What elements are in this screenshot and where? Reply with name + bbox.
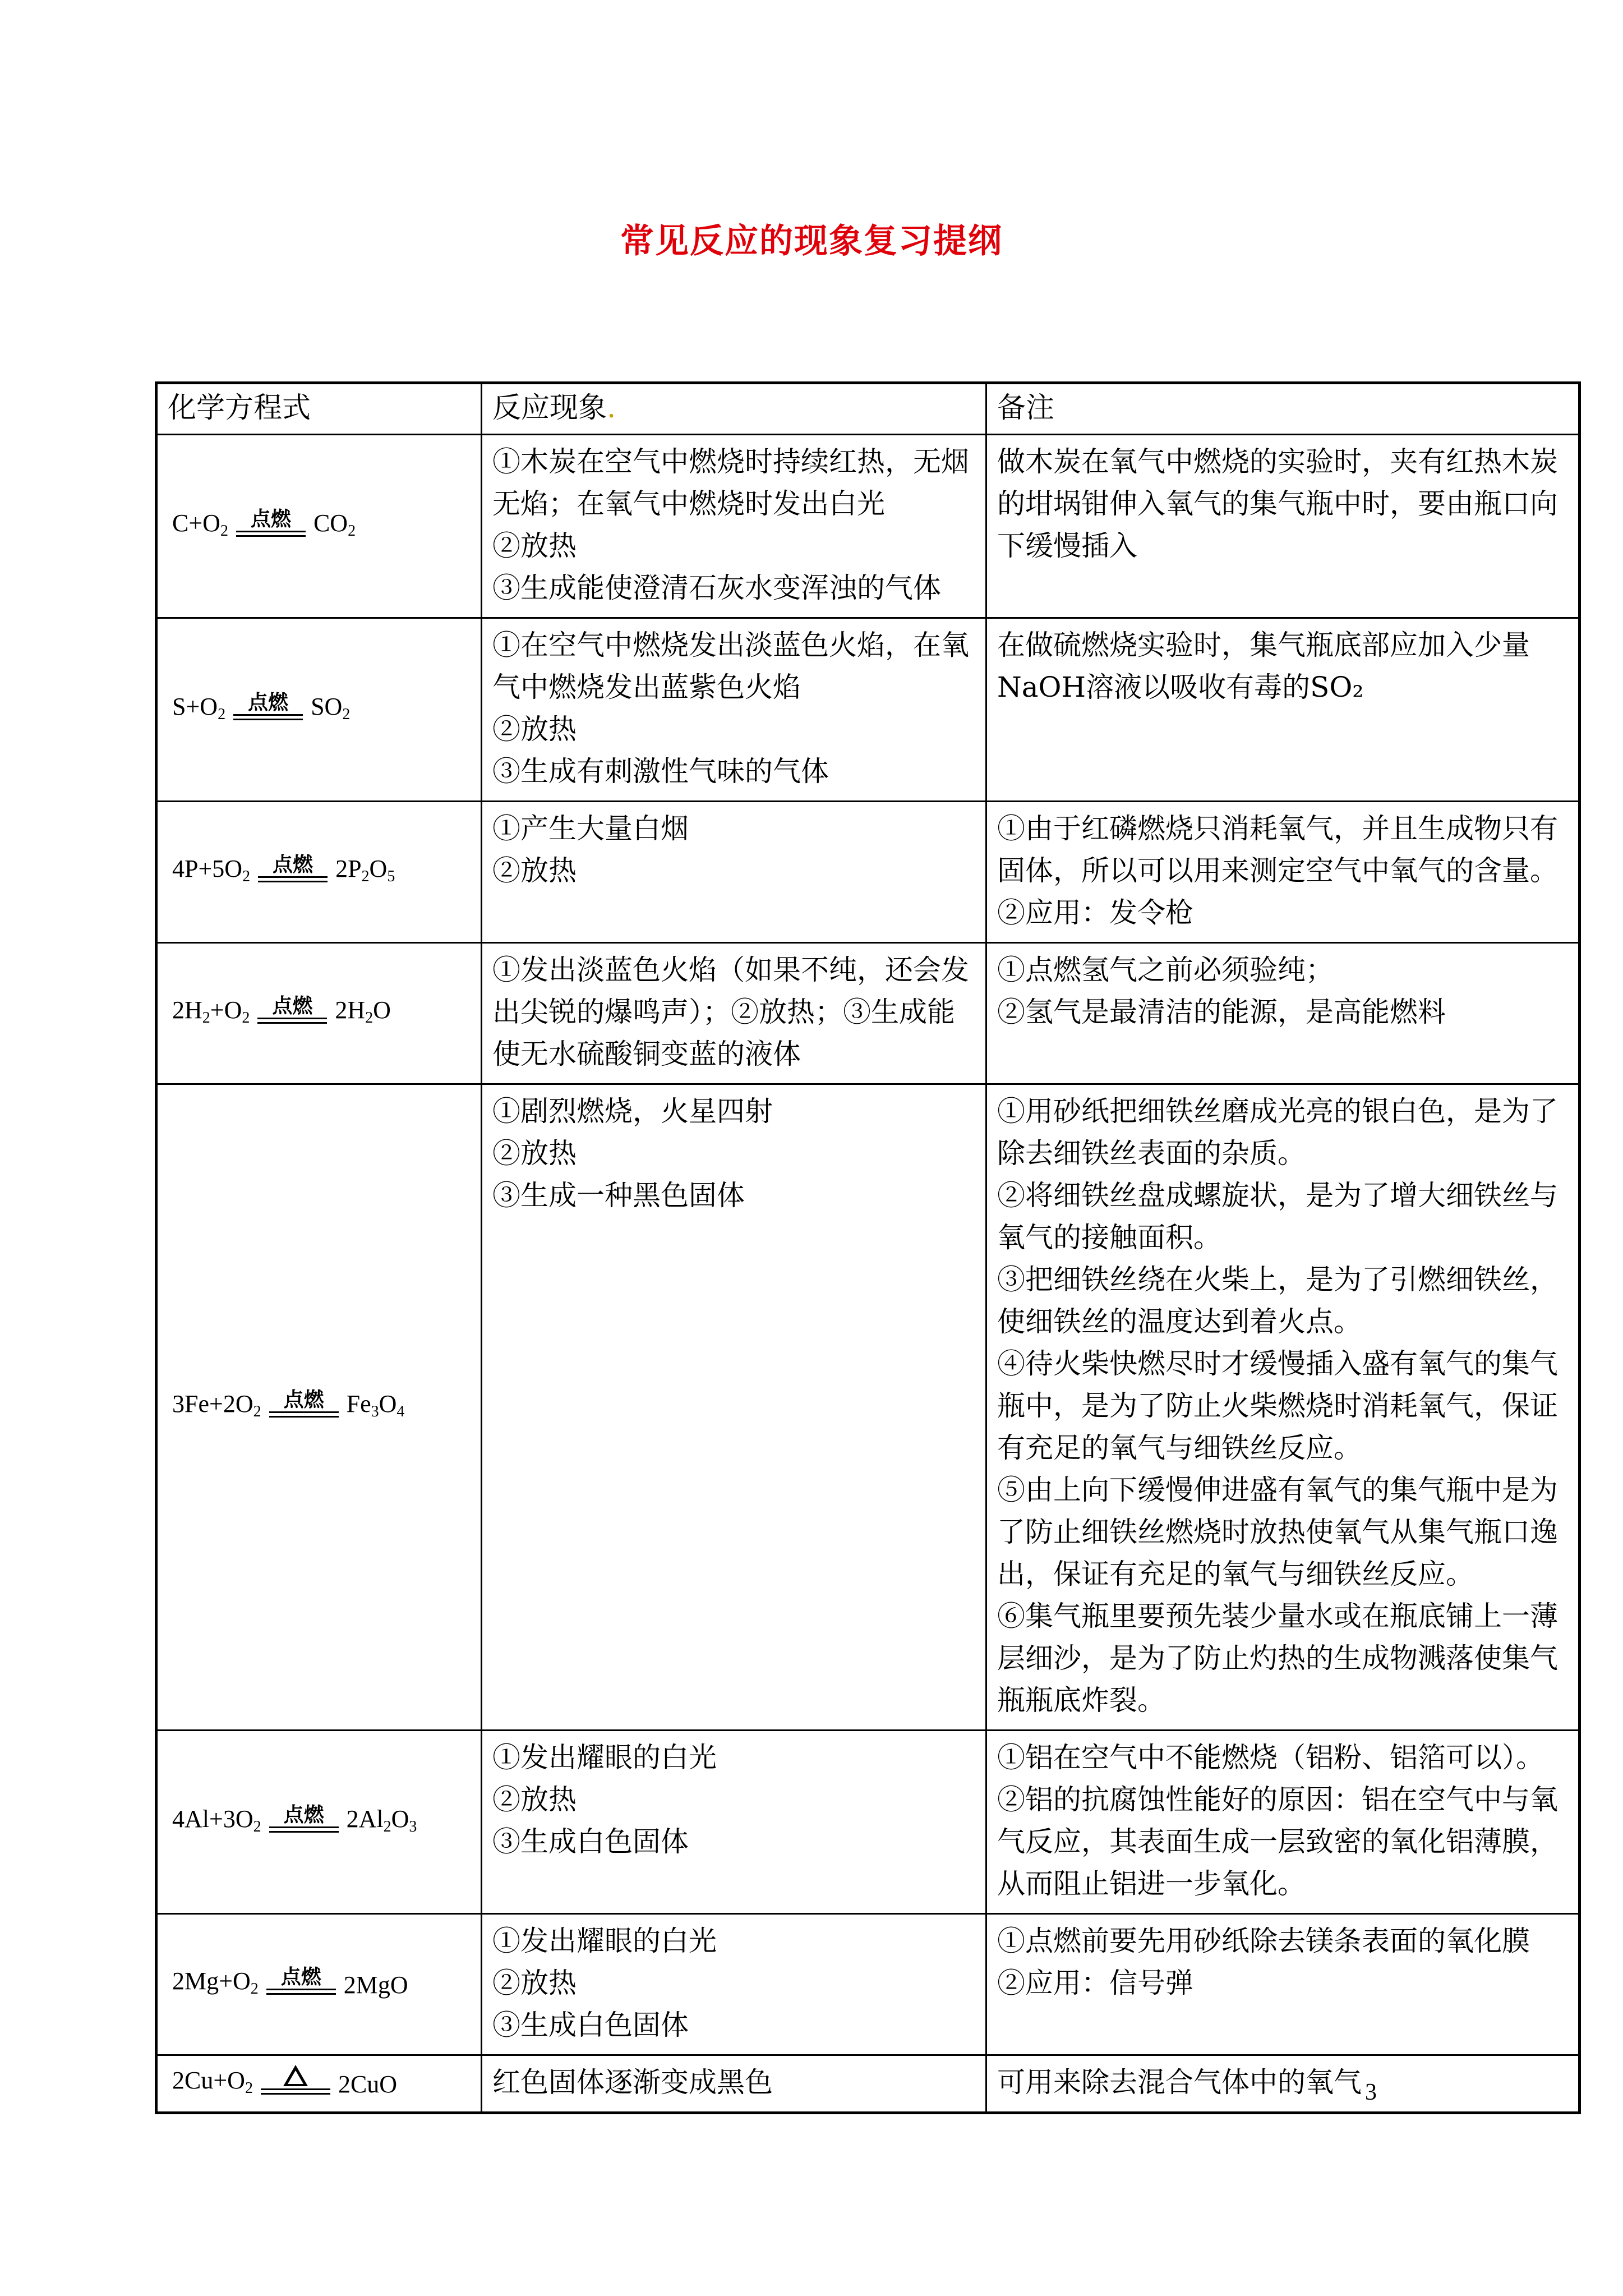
phenomena-cell <box>482 435 986 618</box>
reaction-condition: 点燃 <box>280 1966 321 1989</box>
reaction-condition: 点燃 <box>248 691 289 714</box>
table-row <box>156 943 1580 1084</box>
reaction-condition: 点燃 <box>283 1388 324 1411</box>
note-line: ②铝的抗腐蚀性能好的原因：铝在空气中与氧气反应，其表面生成一层致密的氧化铝薄膜，从而阻止铝进一步氧化。 <box>997 1783 1558 1900</box>
note-line: ②将细铁丝盘成螺旋状，是为了增大细铁丝与氧气的接触面积。 <box>997 1179 1558 1254</box>
phenomenon-line: ①发出耀眼的白光 <box>492 1925 717 1957</box>
equation-reactants: $2H_2+O_2$ <box>172 996 250 1027</box>
phenomenon-line: ②放热 <box>492 1967 577 1999</box>
chemical-equation <box>172 1798 417 1848</box>
table-row <box>156 618 1580 802</box>
double-line-icon <box>269 1826 339 1833</box>
phenomenon-line: ①剧烈燃烧，火星四射 <box>492 1095 773 1128</box>
equation-reactants: $4Al+3O_2$ <box>172 1805 261 1835</box>
header-equation: 化学方程式 <box>156 383 482 435</box>
table-row <box>156 1084 1580 1731</box>
equation-products: 2CuO <box>338 2070 398 2098</box>
table-row <box>156 802 1580 943</box>
note-line: 在做硫燃烧实验时，集气瓶底部应加入少量NaOH溶液以吸收有毒的SO₂ <box>997 629 1530 703</box>
reaction-arrow <box>233 692 303 720</box>
equation-cell <box>156 435 482 618</box>
reaction-table <box>155 381 1581 2114</box>
phenomena-cell <box>482 2055 986 2113</box>
note-line: ⑥集气瓶里要预先装少量水或在瓶底铺上一薄层细沙，是为了防止灼热的生成物溅落使集气瓶瓶底炸裂。 <box>997 1600 1558 1717</box>
phenomenon-line: ①木炭在空气中燃烧时持续红热，无烟无焰；在氧气中燃烧时发出白光 <box>492 445 969 520</box>
equation-products: 2MgO <box>343 1971 408 1999</box>
equation-products: $CO_2$ <box>313 509 356 540</box>
equation-cell <box>156 943 482 1084</box>
double-line-icon <box>257 1018 327 1024</box>
note-line: 可用来除去混合气体中的氧气 <box>997 2066 1362 2099</box>
phenomena-cell <box>482 802 986 943</box>
notes-cell <box>986 618 1580 802</box>
page-title: 常见反应的现象复习提纲 <box>620 222 1003 261</box>
note-line: ③把细铁丝绕在火柴上，是为了引燃细铁丝，使细铁丝的温度达到着火点。 <box>997 1263 1558 1338</box>
notes-cell <box>986 2055 1580 2113</box>
double-line-icon <box>258 876 328 882</box>
page-number: 3 <box>1365 2079 1377 2105</box>
chemical-equation <box>172 502 356 552</box>
phenomena-cell <box>482 1914 986 2055</box>
equation-reactants: $3Fe+2O_2$ <box>172 1390 261 1420</box>
header-phenomena: 反应现象. <box>482 383 986 435</box>
phenomenon-line: ③生成能使澄清石灰水变浑浊的气体 <box>492 572 941 604</box>
note-line: 做木炭在氧气中燃烧的实验时，夹有红热木炭的坩埚钳伸入氧气的集气瓶中时，要由瓶口向下缓慢插入 <box>997 445 1558 562</box>
reaction-condition: 点燃 <box>273 853 313 876</box>
equation-cell <box>156 1914 482 2055</box>
equation-products: $Fe_3O_4$ <box>346 1390 405 1420</box>
phenomenon-line: ③生成一种黑色固体 <box>492 1179 745 1212</box>
note-line: ②应用：信号弹 <box>997 1967 1193 1999</box>
double-line-icon <box>269 1411 339 1418</box>
phenomenon-line: ②放热 <box>492 1783 577 1816</box>
equation-reactants: $2Cu+O_2$ <box>172 2067 253 2097</box>
table-header-row <box>156 383 1580 435</box>
phenomenon-line: ②放热 <box>492 854 577 887</box>
table-row <box>156 1914 1580 2055</box>
double-line-icon <box>266 1989 336 1995</box>
equation-cell <box>156 802 482 943</box>
reaction-arrow <box>257 995 327 1024</box>
equation-reactants: $S+O_2$ <box>172 692 226 723</box>
note-line: ①点燃前要先用砂纸除去镁条表面的氧化膜 <box>997 1925 1530 1957</box>
chemical-equation <box>172 989 391 1039</box>
phenomenon-line: ②放热 <box>492 530 577 562</box>
note-line: ①由于红磷燃烧只消耗氧气，并且生成物只有固体，所以可以用来测定空气中氧气的含量。 <box>997 812 1558 887</box>
phenomenon-line: ①在空气中燃烧发出淡蓝色火焰，在氧气中燃烧发出蓝紫色火焰 <box>492 629 969 703</box>
reaction-condition: 点燃 <box>250 507 291 531</box>
phenomenon-line: ①产生大量白烟 <box>492 812 689 845</box>
note-line: ⑤由上向下缓慢伸进盛有氧气的集气瓶中是为了防止细铁丝燃烧时放热使氧气从集气瓶口逸出，保证有充足的氧气与细铁丝反应。 <box>997 1474 1558 1590</box>
equation-products: $2P_2O_5$ <box>335 855 395 885</box>
note-line: ①铝在空气中不能燃烧（铝粉、铝箔可以）。 <box>997 1741 1544 1774</box>
note-line: ②应用：发令枪 <box>997 896 1193 929</box>
reaction-arrow <box>266 1966 336 1995</box>
reaction-arrow <box>236 508 306 537</box>
notes-cell <box>986 1731 1580 1914</box>
chemical-equation <box>172 685 350 735</box>
equation-reactants: $C+O_2$ <box>172 509 228 540</box>
phenomenon-line: ②放热 <box>492 1137 577 1170</box>
notes-cell <box>986 802 1580 943</box>
note-line: ①点燃氢气之前必须验纯； <box>997 954 1334 986</box>
phenomena-cell <box>482 943 986 1084</box>
equation-cell <box>156 618 482 802</box>
table-row <box>156 435 1580 618</box>
header-notes: 备注 <box>986 383 1580 435</box>
table-row <box>156 1731 1580 1914</box>
phenomena-cell <box>482 1731 986 1914</box>
equation-reactants: $4P+5O_2$ <box>172 855 251 885</box>
note-line: ①用砂纸把细铁丝磨成光亮的银白色，是为了除去细铁丝表面的杂质。 <box>997 1095 1558 1170</box>
phenomena-cell <box>482 618 986 802</box>
phenomenon-line: ①发出淡蓝色火焰（如果不纯，还会发出尖锐的爆鸣声）；②放热；③生成能使无水硫酸铜变蓝的液体 <box>492 954 969 1070</box>
chemical-equation <box>172 2059 397 2109</box>
reaction-condition: 点燃 <box>283 1803 324 1826</box>
notes-cell <box>986 943 1580 1084</box>
equation-products: $SO_2$ <box>311 692 351 723</box>
reaction-arrow <box>258 854 328 882</box>
phenomenon-line: ③生成白色固体 <box>492 2009 689 2041</box>
equation-cell <box>156 2055 482 2113</box>
equation-cell <box>156 1731 482 1914</box>
notes-cell <box>986 1914 1580 2055</box>
double-line-icon <box>236 531 306 537</box>
phenomenon-line: ③生成白色固体 <box>492 1825 689 1858</box>
phenomenon-line: ③生成有刺激性气味的气体 <box>492 755 829 788</box>
reaction-arrow <box>269 1389 339 1418</box>
notes-cell <box>986 1084 1580 1731</box>
heat-triangle-icon <box>283 2065 308 2086</box>
phenomenon-line: 红色固体逐渐变成黑色 <box>492 2066 773 2099</box>
reaction-arrow <box>269 1804 339 1833</box>
equation-products: $2H_2O$ <box>335 996 391 1027</box>
note-line: ②氢气是最清洁的能源，是高能燃料 <box>997 996 1446 1028</box>
note-line: ④待火柴快燃尽时才缓慢插入盛有氧气的集气瓶中，是为了防止火柴燃烧时消耗氧气，保证有充足的氧气与细铁丝反应。 <box>997 1347 1558 1464</box>
reaction-arrow <box>261 2065 330 2095</box>
phenomenon-line: ①发出耀眼的白光 <box>492 1741 717 1774</box>
chemical-equation <box>172 1383 404 1433</box>
phenomenon-line: ②放热 <box>492 713 577 746</box>
reaction-condition: 点燃 <box>272 995 313 1018</box>
equation-products: $2Al_2O_3$ <box>346 1805 417 1835</box>
double-line-icon <box>261 2088 330 2095</box>
equation-cell <box>156 1084 482 1731</box>
phenomena-cell <box>482 1084 986 1731</box>
chemical-equation <box>172 848 395 898</box>
notes-cell <box>986 435 1580 618</box>
double-line-icon <box>233 714 303 720</box>
chemical-equation <box>172 1960 408 2010</box>
equation-reactants: $2Mg+O_2$ <box>172 1967 259 1998</box>
